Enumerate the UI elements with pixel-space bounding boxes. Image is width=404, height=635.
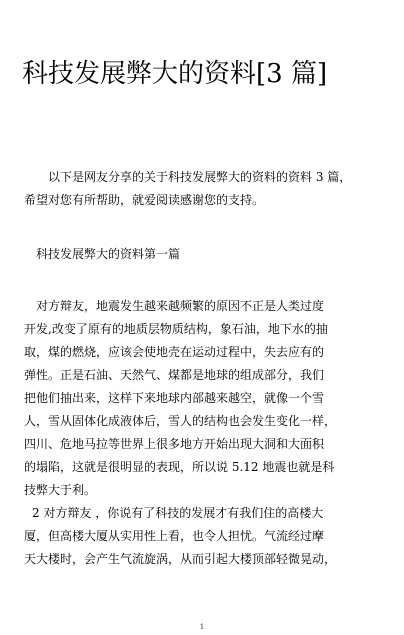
body-line: 的塌陷，这就是很明显的表现，所以说 5.12 地震也就是科 <box>24 460 335 474</box>
body-line: 厦，但高楼大厦从实用性上看，也令人担忧。气流经过摩 <box>24 529 325 543</box>
document-title: 科技发展弊大的资料[3 篇] <box>22 59 328 89</box>
body-line: 四川、危地马拉等世界上很多地方开始出现大洞和大面积 <box>24 437 325 451</box>
body-line: 人，雪从固体化成液体后，雪人的结构也会发生变化一样， <box>24 414 337 428</box>
intro-paragraph <box>24 166 380 212</box>
body-line: 开发,改变了原有的地质层物质结构，象石油，地下水的抽 <box>24 322 328 336</box>
body-paragraph <box>24 295 380 571</box>
body-line: 天大楼时，会产生气流旋涡，从而引起大楼顶部轻微晃动， <box>24 552 337 566</box>
intro-line: 以下是网友分享的关于科技发展弊大的资料的资料 3 篇， <box>48 170 352 184</box>
intro-line: 希望对您有所帮助，就爱阅读感谢您的支持。 <box>24 193 265 207</box>
body-line: 对方辩友，地震发生越来越频繁的原因不正是人类过度 <box>36 299 325 313</box>
body-line: 2 对方辩友 ，你说有了科技的发展才有我们住的高楼大 <box>32 506 324 520</box>
section-heading: 科技发展弊大的资料第一篇 <box>36 247 181 261</box>
body-line: 弹性。正是石油、天然气、煤都是地球的组成部分，我们 <box>24 368 325 382</box>
body-line: 取，煤的燃烧，应该会使地壳在运动过程中，失去应有的 <box>24 345 325 359</box>
page-number: 1 <box>199 623 205 631</box>
body-line: 把他们抽出来，这样下来地球内部越来越空，就像一个雪 <box>24 391 325 405</box>
body-line: 技弊大于利。 <box>24 483 97 497</box>
